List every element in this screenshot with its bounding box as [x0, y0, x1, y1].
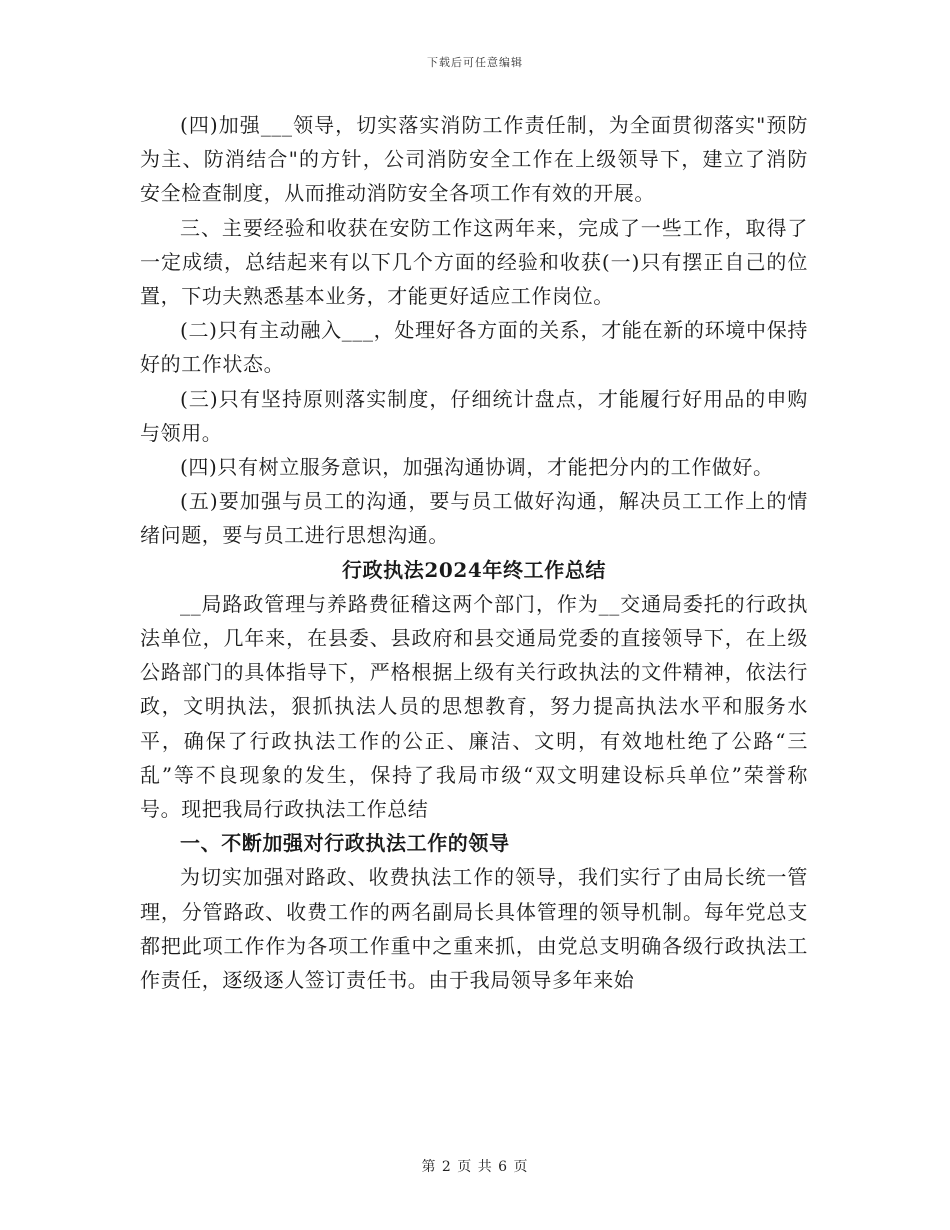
section-heading: 一、不断加强对行政执法工作的领导	[180, 831, 510, 856]
section-title: 行政执法2024年终工作总结	[341, 557, 607, 582]
paragraph: (二)只有主动融入___，处理好各方面的关系，才能在新的环境中保持好的工作状态。	[140, 318, 808, 377]
page-number: 第 2 页 共 6 页	[421, 1159, 529, 1175]
paragraph: (四)只有树立服务意识，加强沟通协调，才能把分内的工作做好。	[180, 455, 774, 480]
paragraph: (五)要加强与员工的沟通，要与员工做好沟通，解决员工工作上的情绪问题，要与员工进行思想沟通。	[140, 489, 808, 548]
intro-paragraph: __局路政管理与养路费征稽这两个部门，作为__交通局委托的行政执法单位，几年来，在县委、县政府和县交通局党委的直接领导下，在上级公路部门的具体指导下，严格根据上级有关行政执法的文件精神，依法行政，文明执法，狠抓执法人员的思想教育，努力提高执法水平和服务水平，确保了行政执法工作的公正、廉洁、文明，有效地杜绝了公路“三乱”等不良现象的发生，保持了我局市级“双文明建设标兵单位”荣誉称号。现把我局行政执法工作总结	[140, 591, 808, 822]
header-note: 下载后可任意编辑	[427, 56, 523, 69]
document-body	[140, 108, 808, 997]
paragraph: (三)只有坚持原则落实制度，仔细统计盘点，才能履行好用品的申购与领用。	[140, 386, 808, 445]
paragraph: 为切实加强对路政、收费执法工作的领导，我们实行了由局长统一管理，分管路政、收费工作的两名副局长具体管理的领导机制。每年党总支都把此项工作作为各项工作重中之重来抓，由党总支明确各级行政执法工作责任，逐级逐人签订责任书。由于我局领导多年来始	[140, 865, 808, 993]
paragraph: 三、主要经验和收获在安防工作这两年来，完成了一些工作，取得了一定成绩，总结起来有以下几个方面的经验和收获(一)只有摆正自己的位置，下功夫熟悉基本业务，才能更好适应工作岗位。	[140, 215, 808, 309]
paragraph: (四)加强___领导，切实落实消防工作责任制，为全面贯彻落实"预防为主、防消结合"的方针，公司消防安全工作在上级领导下，建立了消防安全检查制度，从而推动消防安全各项工作有效的开展。	[140, 113, 808, 206]
